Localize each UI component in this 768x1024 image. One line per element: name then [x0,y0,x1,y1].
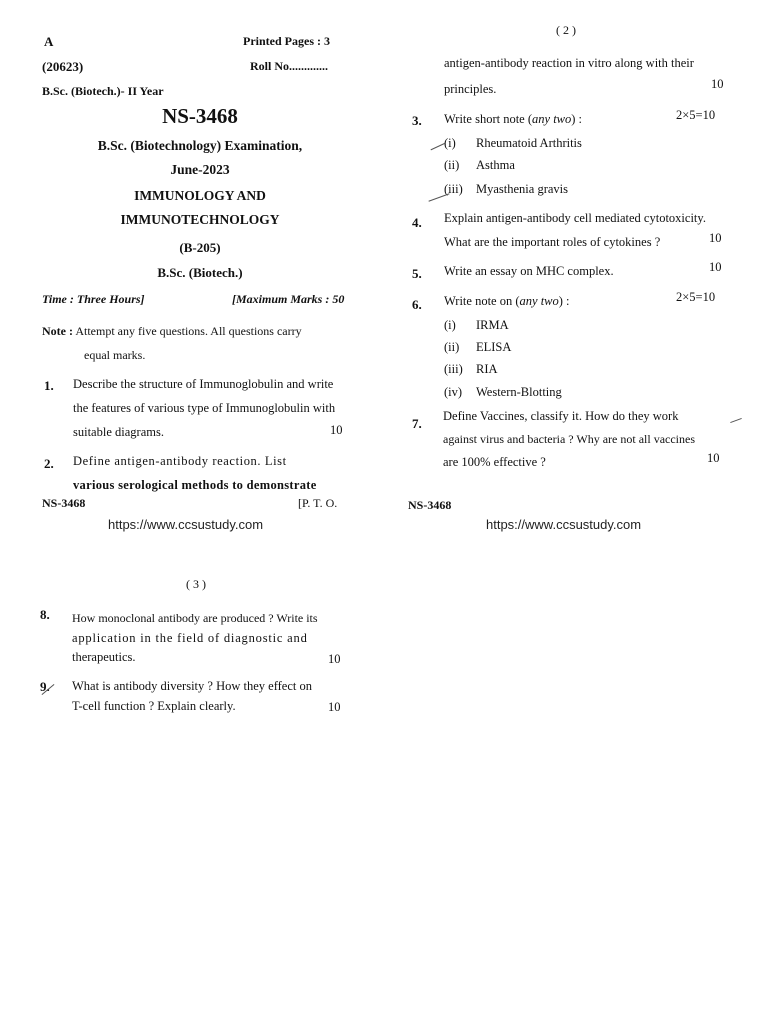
exam-date: June-2023 [170,162,230,177]
note-line1: Attempt any five questions. All questions carry [75,324,302,338]
subject-title-line2: IMMUNOTECHNOLOGY [120,212,280,227]
subject-code: (B-205) [179,240,221,255]
question-number: 5. [412,266,422,281]
question-number: 4. [412,215,422,230]
question-2-continued-line1: antigen-antibody reaction in vitro along with their [444,56,694,70]
note-label: Note : [42,324,73,338]
exam-title: B.Sc. (Biotechnology) Examination, [97,138,303,153]
question-6-text: Write note on (any two) : [444,294,570,308]
question-5-marks: 10 [709,260,722,274]
time-limit: Time : Three Hours] [42,292,145,306]
q3-item-3-num: (iii) [444,182,463,196]
q6-item-2-num: (ii) [444,340,460,354]
question-3-label: Write short note ( [444,112,533,126]
question-3-qualifier: any two [532,112,572,126]
question-number: 8. [40,607,50,622]
paper-number: NS-3468 [162,104,238,128]
question-3-marks: 2×5=10 [676,108,716,122]
question-1-line1: Describe the structure of Immunoglobulin and write [73,377,334,391]
q6-item-2: ELISA [476,340,512,354]
paper-code: (20623) [42,59,84,74]
question-9-marks: 10 [328,700,341,714]
q3-item-3: Myasthenia gravis [476,182,568,196]
question-9-line1: What is antibody diversity ? How they effect on [72,679,312,693]
question-number: 7. [412,416,422,431]
q6-item-1-num: (i) [444,318,456,332]
max-marks: [Maximum Marks : 50 [232,292,345,306]
question-4-marks: 10 [709,231,722,245]
q3-item-1: Rheumatoid Arthritis [476,136,582,150]
series-letter: A [44,34,54,49]
footer-code: NS-3468 [408,498,452,512]
printed-pages: Printed Pages : 3 [243,34,330,48]
note-line2: equal marks. [84,348,146,362]
q6-item-1: IRMA [476,318,509,332]
page-number: ( 3 ) [186,577,206,591]
question-2-line2: various serological methods to demonstrate [73,478,317,492]
q6-item-4: Western-Blotting [476,385,562,399]
question-1-marks: 10 [330,423,343,437]
question-6-label: Write note on ( [444,294,520,308]
question-3-text: Write short note (any two) : [444,112,583,126]
question-8-marks: 10 [328,652,341,666]
pto-label: [P. T. O. [298,496,338,510]
question-2-line1: Define antigen-antibody reaction. List [73,454,287,468]
question-number: 1. [44,378,54,393]
course-short: B.Sc. (Biotech.) [157,265,243,280]
page-number: ( 2 ) [556,23,576,37]
question-4-line1: Explain antigen-antibody cell mediated cytotoxicity. [444,211,706,225]
course-year: B.Sc. (Biotech.)- II Year [42,84,164,98]
question-7-line3: are 100% effective ? [443,455,546,469]
question-8-line1: How monoclonal antibody are produced ? Write its [72,611,318,625]
question-1-line2: the features of various type of Immunoglobulin with [73,401,336,415]
question-number: 2. [44,456,54,471]
q6-item-3-num: (iii) [444,362,463,376]
question-2-continued-line2: principles. [444,82,497,96]
roll-no: Roll No............. [250,59,328,73]
question-6-marks: 2×5=10 [676,290,716,304]
question-number: 6. [412,297,422,312]
question-8-line2: application in the field of diagnostic and [72,631,308,645]
question-1-line3: suitable diagrams. [73,425,164,439]
question-2-marks: 10 [711,77,724,91]
question-number: 3. [412,113,422,128]
q6-item-4-num: (iv) [444,385,463,399]
question-7-line1: Define Vaccines, classify it. How do they work [443,409,679,423]
q3-item-2: Asthma [476,158,515,172]
question-7-line2: against virus and bacteria ? Why are not all vaccines [443,432,696,446]
source-url: https://www.ccsustudy.com [108,517,264,532]
question-9-line2: T-cell function ? Explain clearly. [72,699,236,713]
q3-item-1-num: (i) [444,136,456,150]
subject-title-line1: IMMUNOLOGY AND [134,188,266,203]
question-7-marks: 10 [707,451,720,465]
footer-code: NS-3468 [42,496,86,510]
source-url: https://www.ccsustudy.com [486,517,642,532]
question-4-line2: What are the important roles of cytokines ? [444,235,661,249]
note [42,324,302,339]
question-8-line3: therapeutics. [72,650,136,664]
question-6-qualifier: any two [519,294,559,308]
question-5-text: Write an essay on MHC complex. [444,264,614,278]
q3-item-2-num: (ii) [444,158,460,172]
question-number: 9. [40,679,50,694]
pen-mark [730,418,742,423]
q6-item-3: RIA [476,362,498,376]
